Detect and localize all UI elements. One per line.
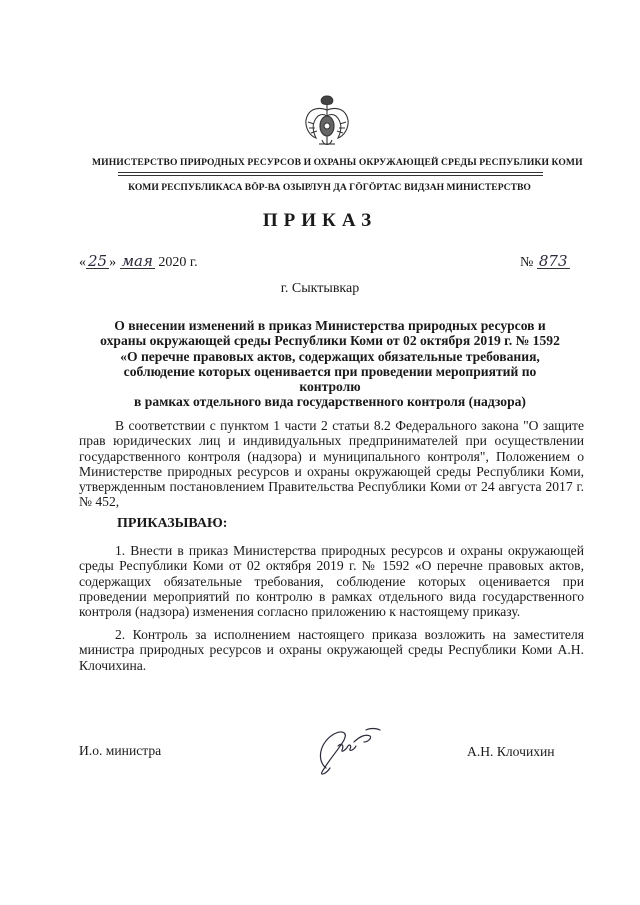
date-open-quote: « — [79, 255, 86, 270]
date-month: мая — [121, 252, 153, 270]
subject-line: О внесении изменений в приказ Министерства природных ресурсов и — [114, 318, 546, 333]
number-label: № — [520, 255, 534, 270]
date-close-quote: » — [109, 255, 117, 270]
signer-role: И.о. министра — [79, 743, 162, 758]
date-day: 25 — [88, 252, 108, 270]
date-year: 2020 г. — [158, 255, 198, 270]
subject-line: «О перечне правовых актов, содержащих обязательные требования, — [120, 348, 540, 364]
document-subject — [100, 318, 560, 410]
komi-republic-emblem-icon — [302, 92, 352, 152]
document-number — [520, 254, 570, 271]
subject-line: соблюдение которых оценивается при проведении мероприятий по контролю — [123, 363, 537, 395]
order-item-1: 1. Внести в приказ Министерства природных ресурсов и охраны окружающей среды Республики Коми от 02 октября 2019 г. № 1592 «О перечне правовых актов, содержащих обязательные требования, соблюдение которых оценивается при проведении мероприятий по контролю в рамках отдельного вида государственного контроля (надзора) изменения согласно приложению к настоящему приказу. — [79, 543, 584, 620]
subject-line: охраны окружающей среды Республики Коми от 02 октября 2019 г. № 1592 — [100, 333, 560, 349]
ministry-name-russian: МИНИСТЕРСТВО ПРИРОДНЫХ РЕСУРСОВ И ОХРАНЫ ОКРУЖАЮЩЕЙ СРЕДЫ РЕСПУБЛИКИ КОМИ — [92, 157, 583, 168]
ministry-name-komi: КОМИ РЕСПУБЛИКАСА ВӦР-ВА ОЗЫРЛУН ДА ГӦГӦРТАС ВИДЗАН МИНИСТЕРСТВО — [128, 182, 531, 193]
orders-heading: ПРИКАЗЫВАЮ: — [117, 516, 228, 531]
signer-name: А.Н. Клочихин — [467, 744, 555, 759]
subject-line: в рамках отдельного вида государственного контроля (надзора) — [134, 394, 526, 410]
order-item-2: 2. Контроль за исполнением настоящего приказа возложить на заместителя министра природных ресурсов и охраны окружающей среды Республики Коми А.Н. Клочихина. — [79, 627, 584, 673]
number-value: 873 — [538, 252, 568, 270]
document-date — [79, 254, 198, 271]
header-divider-bottom — [118, 175, 543, 176]
header-divider-top — [118, 172, 543, 173]
handwritten-signature-icon — [308, 720, 388, 780]
preamble-paragraph: В соответствии с пунктом 1 части 2 статьи 8.2 Федерального закона "О защите прав юридических лиц и индивидуальных предпринимателей при осуществлении государственного контроля (надзора) и муниципального контроля", Положением о Министерстве природных ресурсов и охраны окружающей среды Республики Коми, утвержденным постановлением Правительства Республики Коми от 24 августа 2017 г. № 452, — [79, 418, 584, 510]
document-city: г. Сыктывкар — [280, 281, 360, 296]
document-title: ПРИКАЗ — [262, 210, 378, 231]
